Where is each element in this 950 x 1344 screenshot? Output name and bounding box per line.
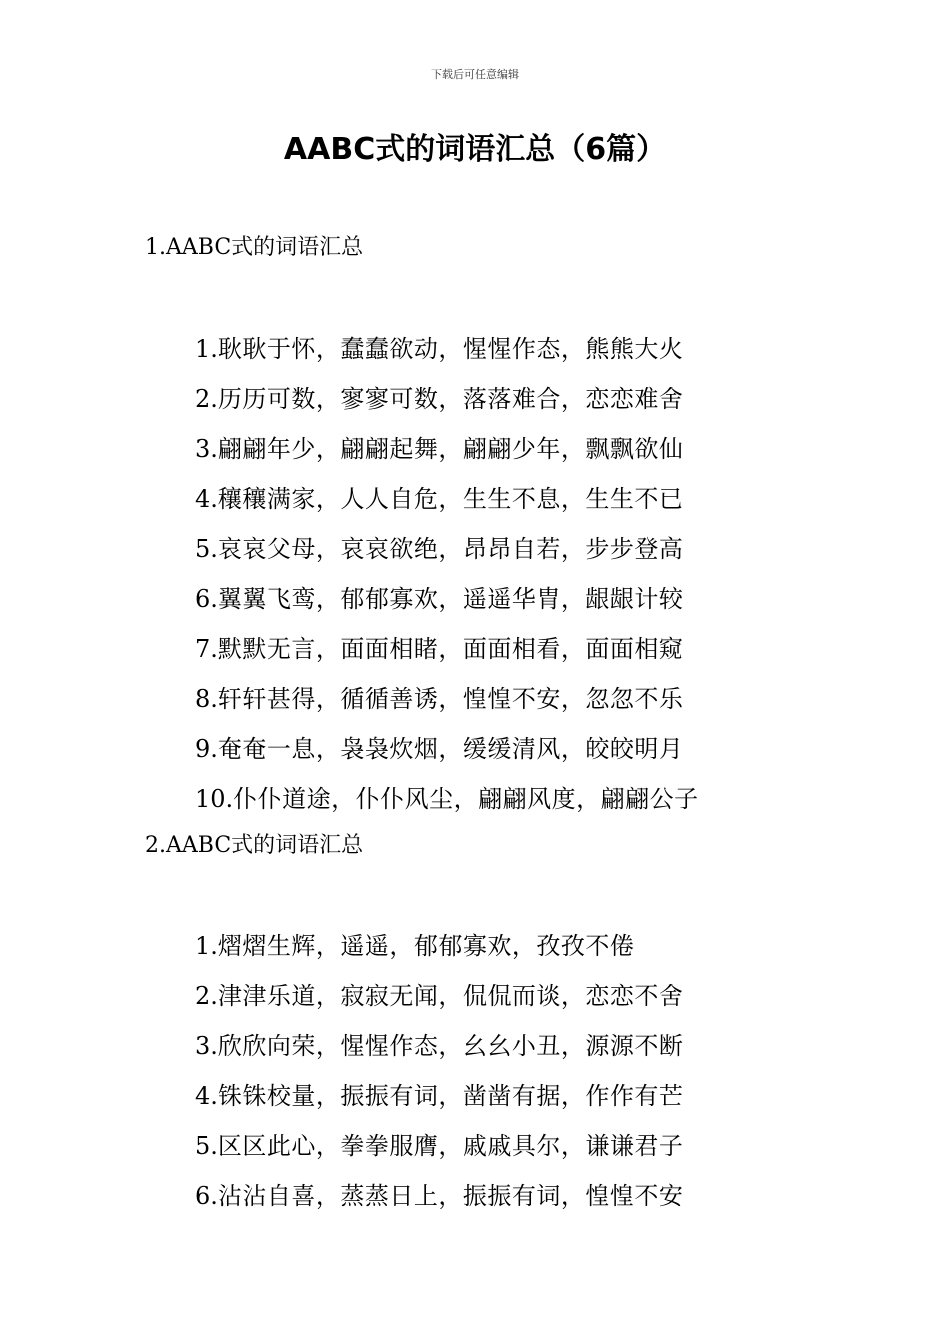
item-text: 熠熠生辉，遥遥，郁郁寡欢，孜孜不倦 xyxy=(217,932,635,960)
section-heading-1: 1.AABC式的词语汇总 xyxy=(145,235,364,260)
item-number: 2. xyxy=(195,982,218,1010)
item-number: 7. xyxy=(195,635,218,663)
list-item xyxy=(195,324,699,374)
item-text: 历历可数，寥寥可数，落落难合，恋恋难舍 xyxy=(217,385,684,413)
item-text: 轩轩甚得，循循善诱，惶惶不安，忽忽不乐 xyxy=(217,685,684,713)
list-item xyxy=(195,1071,683,1121)
list-item xyxy=(195,921,683,971)
item-text: 津津乐道，寂寂无闻，侃侃而谈，恋恋不舍 xyxy=(217,982,684,1010)
item-number: 10. xyxy=(195,785,234,813)
item-number: 3. xyxy=(195,435,218,463)
section-heading-2: 2.AABC式的词语汇总 xyxy=(145,833,364,858)
list-item xyxy=(195,474,699,524)
item-text: 仆仆道途，仆仆风尘，翩翩风度，翩翩公子 xyxy=(233,785,699,813)
item-number: 5. xyxy=(195,535,218,563)
item-text: 默默无言，面面相睹，面面相看，面面相窥 xyxy=(217,635,684,663)
item-number: 4. xyxy=(195,485,218,513)
item-number: 8. xyxy=(195,685,218,713)
header-note: 下载后可任意编辑 xyxy=(431,68,519,81)
item-text: 翼翼飞鸾，郁郁寡欢，遥遥华胄，龈龈计较 xyxy=(217,585,684,613)
item-number: 6. xyxy=(195,585,218,613)
list-item xyxy=(195,524,699,574)
list-item xyxy=(195,674,699,724)
list-item xyxy=(195,1171,683,1221)
list-item xyxy=(195,574,699,624)
item-number: 9. xyxy=(195,735,218,763)
list-item xyxy=(195,971,683,1021)
list-item xyxy=(195,374,699,424)
item-number: 4. xyxy=(195,1082,218,1110)
item-number: 1. xyxy=(195,932,218,960)
item-text: 沾沾自喜，蒸蒸日上，振振有词，惶惶不安 xyxy=(217,1182,684,1210)
item-number: 5. xyxy=(195,1132,218,1160)
item-number: 3. xyxy=(195,1032,218,1060)
item-number: 2. xyxy=(195,385,218,413)
section-1-list xyxy=(195,324,699,824)
list-item xyxy=(195,1121,683,1171)
list-item xyxy=(195,1021,683,1071)
document-title: AABC式的词语汇总（6篇） xyxy=(283,132,667,167)
list-item xyxy=(195,624,699,674)
section-2-list xyxy=(195,921,683,1221)
item-text: 耿耿于怀，蠢蠢欲动，惺惺作态，熊熊大火 xyxy=(217,335,684,363)
item-number: 1. xyxy=(195,335,218,363)
item-text: 翩翩年少，翩翩起舞，翩翩少年，飘飘欲仙 xyxy=(217,435,684,463)
item-text: 区区此心，拳拳服膺，戚戚具尔，谦谦君子 xyxy=(217,1132,684,1160)
item-text: 欣欣向荣，惺惺作态，幺幺小丑，源源不断 xyxy=(217,1032,684,1060)
list-item xyxy=(195,774,699,824)
list-item xyxy=(195,424,699,474)
item-text: 穰穰满家，人人自危，生生不息，生生不已 xyxy=(217,485,684,513)
item-text: 铢铢校量，振振有词，凿凿有据，作作有芒 xyxy=(217,1082,684,1110)
item-number: 6. xyxy=(195,1182,218,1210)
list-item xyxy=(195,724,699,774)
item-text: 奄奄一息，袅袅炊烟，缓缓清风，皎皎明月 xyxy=(217,735,684,763)
item-text: 哀哀父母，哀哀欲绝，昂昂自若，步步登高 xyxy=(217,535,684,563)
